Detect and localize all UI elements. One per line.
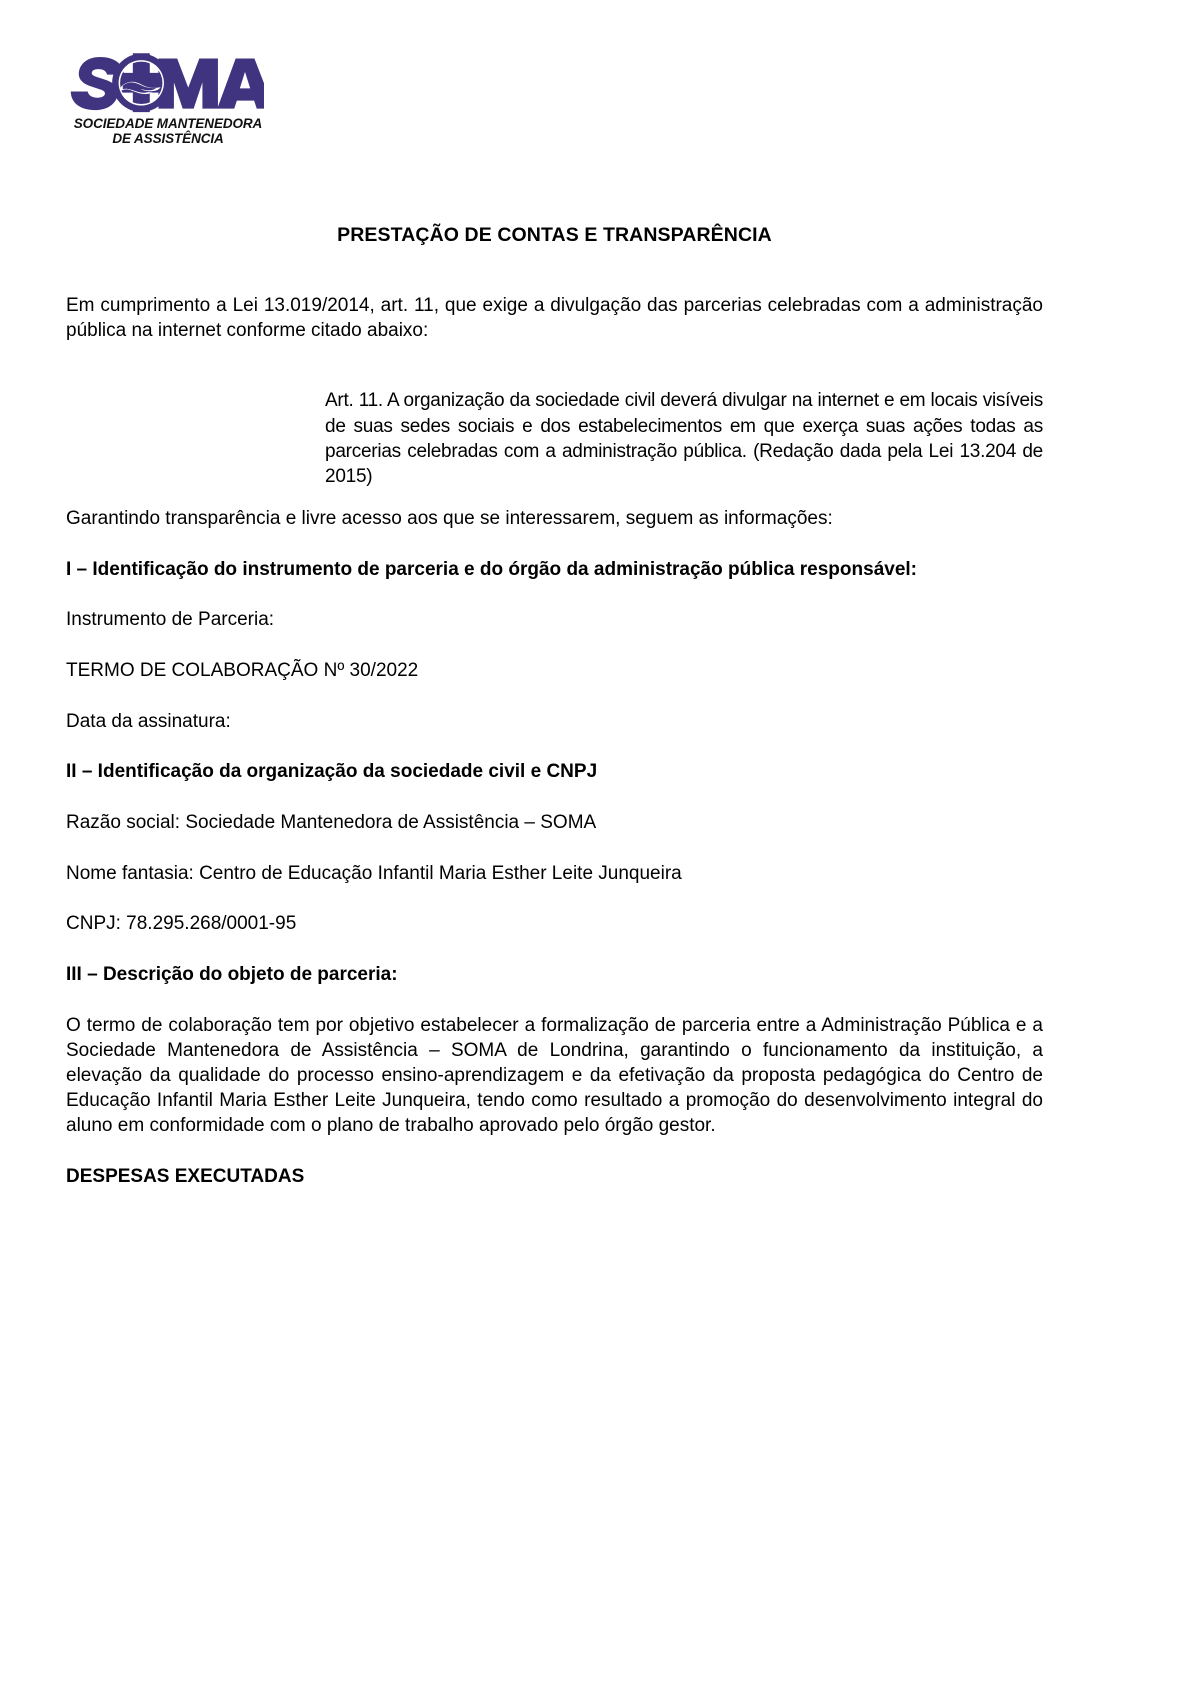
spacer	[66, 886, 1043, 912]
spacer	[66, 937, 1043, 963]
razao-social: Razão social: Sociedade Mantenedora de Assistência – SOMA	[66, 811, 597, 833]
document-body	[66, 224, 1043, 1189]
logo-subtitle-line2: DE ASSISTÊNCIA	[112, 131, 224, 147]
spacer	[66, 785, 1043, 811]
spacer	[66, 836, 1043, 862]
section-iii-heading: III – Descrição do objeto de parceria:	[66, 964, 398, 985]
expenses-heading: DESPESAS EXECUTADAS	[66, 1165, 305, 1187]
section-iii-body: O termo de colaboração tem por objetivo estabelecer a formalização de parceria entre a Administração Pública e a Sociedade Mantenedora de Assistência – SOMA de Londrina, garantindo o funcionamento da instituição, a elevação da qualidade do processo ensino-aprendizagem e da efetivação da proposta pedagógica do Centro de Educação Infantil Maria Esther Leite Junqueira, tendo como resultado a promoção do desenvolvimento integral do aluno em conformidade com o plano de trabalho aprovado pelo órgão gestor.	[66, 1014, 1043, 1136]
soma-logo-mark	[68, 52, 264, 114]
section-i-heading: I – Identificação do instrumento de parceria e do órgão da administração pública responsável:	[66, 558, 918, 580]
section-ii-heading: II – Identificação da organização da sociedade civil e CNPJ	[66, 761, 598, 783]
soma-logo	[68, 52, 288, 146]
instrument-value: TERMO DE COLABORAÇÃO Nº 30/2022	[66, 659, 419, 681]
intro-paragraph: Em cumprimento a Lei 13.019/2014, art. 11, que exige a divulgação das parcerias celebradas com a administração pública na internet conforme citado abaixo:	[66, 295, 1043, 341]
signature-date-label: Data da assinatura:	[66, 710, 231, 732]
spacer	[66, 734, 1043, 760]
spacer	[66, 490, 1043, 507]
spacer	[66, 582, 1043, 608]
instrument-label: Instrumento de Parceria:	[66, 609, 275, 631]
logo-subtitle	[68, 116, 268, 146]
spacer	[66, 633, 1043, 659]
nome-fantasia: Nome fantasia: Centro de Educação Infantil Maria Esther Leite Junqueira	[66, 862, 682, 884]
spacer	[66, 343, 1043, 388]
page-title: PRESTAÇÃO DE CONTAS E TRANSPARÊNCIA	[337, 224, 772, 246]
logo-subtitle-line1: SOCIEDADE MANTENEDORA	[73, 116, 263, 131]
spacer	[66, 684, 1043, 710]
transparency-line: Garantindo transparência e livre acesso aos que se interessarem, seguem as informações:	[66, 507, 833, 529]
cnpj: CNPJ: 78.295.268/0001-95	[66, 913, 297, 935]
spacer	[66, 532, 1043, 558]
spacer	[66, 988, 1043, 1014]
spacer	[66, 1139, 1043, 1165]
spacer	[66, 249, 1043, 294]
law-quote: Art. 11. A organização da sociedade civil deverá divulgar na internet e em locais visíveis de suas sedes sociais e dos estabelecimentos em que exerça suas ações todas as parcerias celebradas com a administração pública. (Redação dada pela Lei 13.204 de 2015)	[325, 390, 1043, 488]
